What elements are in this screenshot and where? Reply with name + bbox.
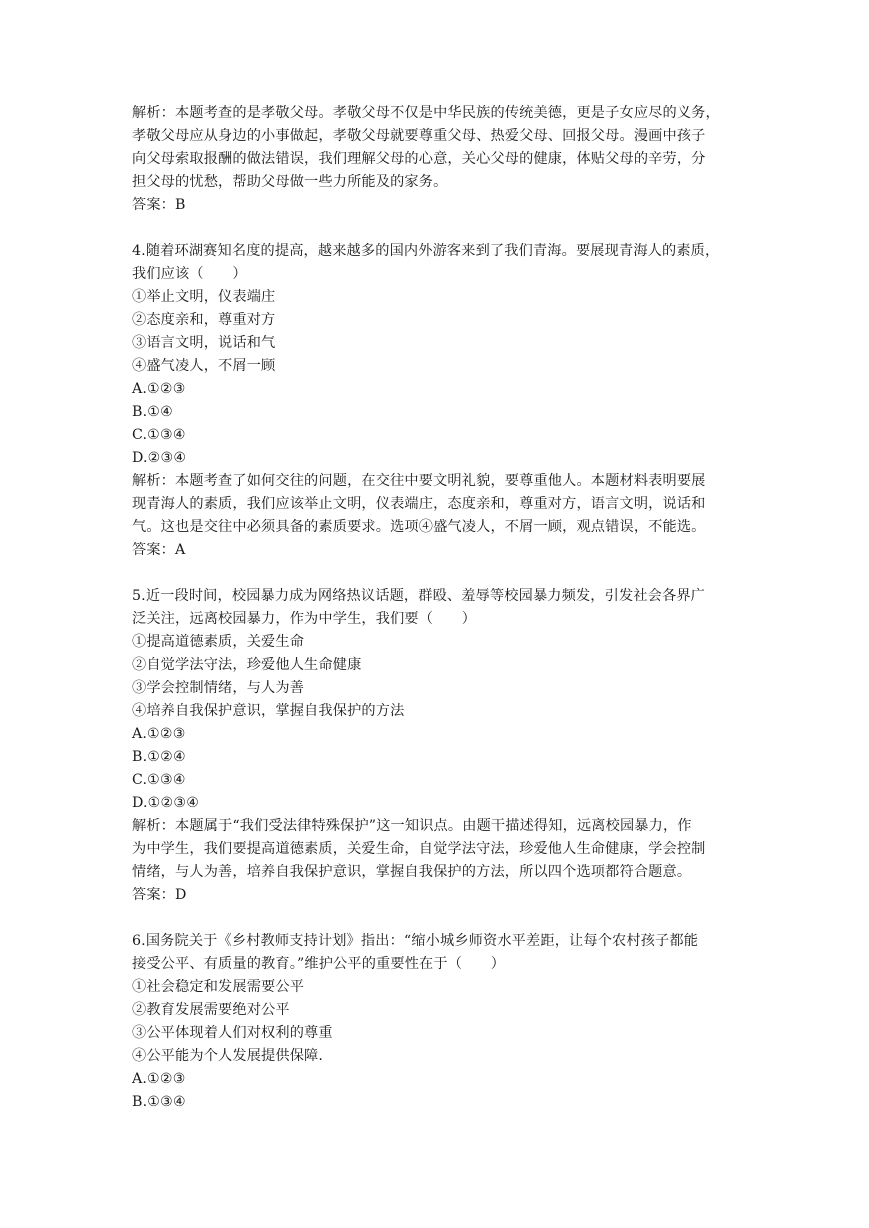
statement-item: ①社会稳定和发展需要公平 — [132, 979, 305, 995]
question-stem: 接受公平、有质量的教育。”维护公平的重要性在于（ ） — [132, 956, 506, 972]
question-6 — [132, 930, 740, 1114]
analysis-line: 解析：本题属于“我们受法律特殊保护”这一知识点。由题干描述得知，远离校园暴力，作 — [132, 818, 692, 834]
answer-line: 答案：B — [132, 197, 186, 213]
option-c: C.①③④ — [132, 772, 186, 788]
spacer — [132, 907, 740, 930]
question-stem: 我们应该（ ） — [132, 266, 247, 282]
option-a: A.①②③ — [132, 1071, 186, 1087]
document-page — [132, 102, 740, 1114]
question-stem: 5.近一段时间，校园暴力成为网络热议话题，群殴、羞辱等校园暴力频发，引发社会各界广 — [132, 588, 706, 604]
statement-item: ①提高道德素质，关爱生命 — [132, 634, 305, 650]
statement-item: ③公平体现着人们对权利的尊重 — [132, 1025, 333, 1041]
spacer — [132, 562, 740, 585]
statement-item: ④公平能为个人发展提供保障. — [132, 1048, 324, 1064]
statement-item: ③学会控制情绪，与人为善 — [132, 680, 305, 696]
question-3-solution — [132, 102, 740, 217]
answer-line: 答案：A — [132, 542, 186, 558]
option-c: C.①③④ — [132, 427, 186, 443]
question-stem: 6.国务院关于《乡村教师支持计划》指出：“缩小城乡师资水平差距，让每个农村孩子都能 — [132, 933, 699, 949]
question-stem: 泛关注，远离校园暴力，作为中学生，我们要（ ） — [132, 611, 477, 627]
option-a: A.①②③ — [132, 726, 186, 742]
analysis-line: 现青海人的素质，我们应该举止文明，仪表端庄，态度亲和，尊重对方，语言文明，说话和 — [132, 496, 706, 512]
statement-item: ①举止文明，仪表端庄 — [132, 289, 276, 305]
analysis-line: 向父母索取报酬的做法错误，我们理解父母的心意，关心父母的健康，体贴父母的辛劳，分 — [132, 151, 706, 167]
analysis-line: 解析：本题考查的是孝敬父母。孝敬父母不仅是中华民族的传统美德，更是子女应尽的义务， — [132, 105, 720, 121]
analysis-line: 解析：本题考查了如何交往的问题，在交往中要文明礼貌，要尊重他人。本题材料表明要展 — [132, 473, 706, 489]
option-b: B.①②④ — [132, 749, 186, 765]
answer-line: 答案：D — [132, 887, 187, 903]
statement-item: ②态度亲和，尊重对方 — [132, 312, 276, 328]
question-5 — [132, 585, 740, 907]
analysis-line: 担父母的忧愁，帮助父母做一些力所能及的家务。 — [132, 174, 448, 190]
option-d: D.①②③④ — [132, 795, 200, 811]
statement-item: ③语言文明，说话和气 — [132, 335, 276, 351]
option-a: A.①②③ — [132, 381, 186, 397]
option-b: B.①③④ — [132, 1094, 186, 1110]
spacer — [132, 217, 740, 240]
question-stem: 4.随着环湖赛知名度的提高，越来越多的国内外游客来到了我们青海。要展现青海人的素质， — [132, 243, 720, 259]
statement-item: ②自觉学法守法，珍爱他人生命健康 — [132, 657, 362, 673]
option-d: D.②③④ — [132, 450, 187, 466]
analysis-line: 情绪，与人为善，培养自我保护意识，掌握自我保护的方法，所以四个选项都符合题意。 — [132, 864, 692, 880]
option-b: B.①④ — [132, 404, 173, 420]
question-4 — [132, 240, 740, 562]
analysis-line: 为中学生，我们要提高道德素质，关爱生命，自觉学法守法，珍爱他人生命健康，学会控制 — [132, 841, 706, 857]
statement-item: ②教育发展需要绝对公平 — [132, 1002, 290, 1018]
statement-item: ④培养自我保护意识，掌握自我保护的方法 — [132, 703, 405, 719]
analysis-line: 孝敬父母应从身边的小事做起，孝敬父母就要尊重父母、热爱父母、回报父母。漫画中孩子 — [132, 128, 706, 144]
statement-item: ④盛气凌人，不屑一顾 — [132, 358, 276, 374]
analysis-line: 气。这也是交往中必须具备的素质要求。选项④盛气凌人，不屑一顾，观点错误，不能选。 — [132, 519, 706, 535]
